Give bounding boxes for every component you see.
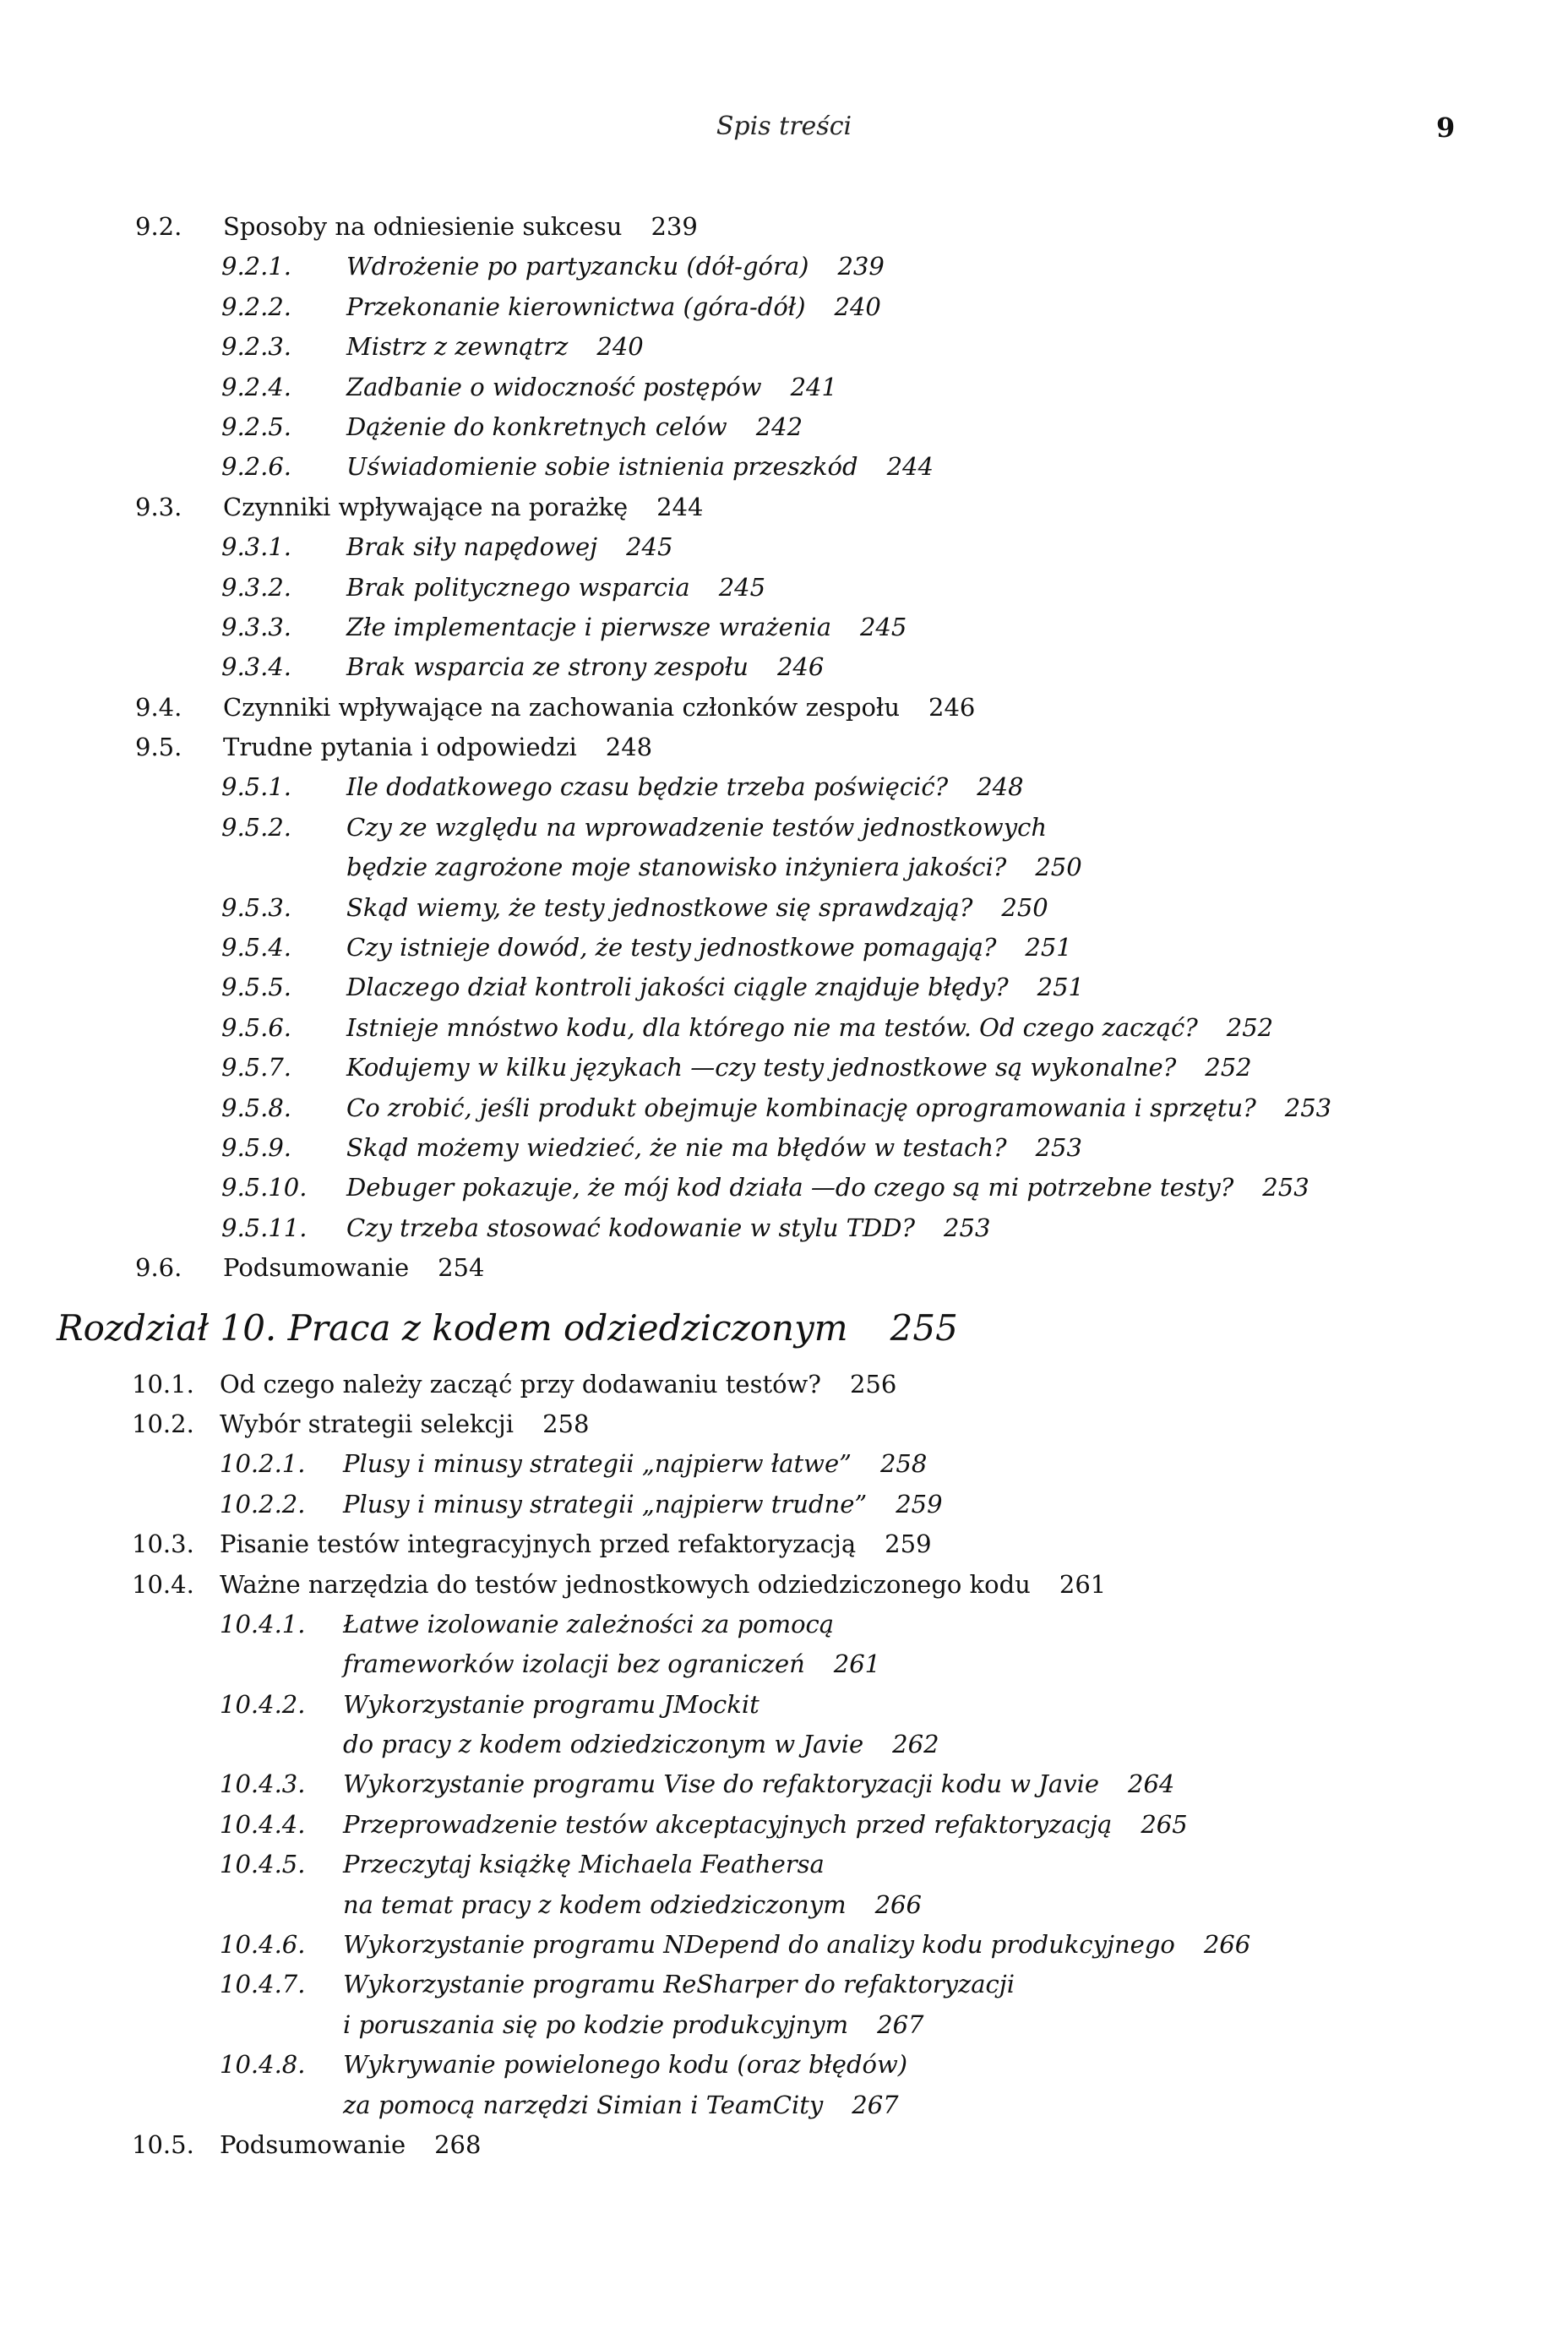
entry-page: 258 [879,1449,928,1479]
entry-number: 9.5.6. [221,1012,292,1042]
entry-page: 252 [1226,1012,1274,1042]
entry-title: Kodujemy w kilku językach —czy testy jednostkowe są wykonalne? [346,1053,1177,1082]
entry-title-wrap [346,368,837,407]
entry-number: 9.5.2. [221,812,292,842]
entry-title: Co zrobić, jeśli produkt obejmuje kombinację oprogramowania i sprzętu? [346,1093,1256,1122]
toc-entry[interactable] [0,1248,1568,1288]
entry-title: za pomocą narzędzi Simian i TeamCity [343,2090,824,2119]
entry-title-wrap [346,808,1047,848]
entry-number: 10.4.1. [220,1609,306,1638]
entry-title: będzie zagrożone moje stanowisko inżyniera jakości? [346,853,1007,882]
entry-title-wrap [343,1644,880,1684]
entry-title: Brak politycznego wsparcia [346,572,690,602]
entry-page: 264 [1128,1769,1175,1799]
toc-entry[interactable] [0,888,1568,928]
toc-entry[interactable] [0,968,1568,1007]
chapter-page: 255 [890,1306,958,1349]
toc-entry[interactable] [0,1444,1568,1484]
entry-number: 10.5. [132,2129,194,2159]
entry-title-wrap [346,407,803,447]
entry-number: 9.3.4. [221,652,292,682]
entry-title: Pisanie testów integracyjnych przed refaktoryzacją [220,1529,857,1559]
page-number: 9 [1436,112,1456,144]
entry-title-wrap [343,1485,943,1524]
entry-title-wrap [343,2085,899,2125]
toc-entry-continuation[interactable] [0,2085,1568,2125]
toc-entry-continuation[interactable] [0,1725,1568,1764]
entry-page: 261 [833,1649,881,1679]
table-of-contents [0,207,1568,2165]
toc-entry[interactable] [0,1208,1568,1248]
entry-number: 9.2.5. [221,412,292,441]
toc-entry[interactable] [0,608,1568,647]
entry-title: Debuger pokazuje, że mój kod działa —do czego są mi potrzebne testy? [346,1173,1234,1202]
entry-number: 9.5.11. [221,1213,308,1242]
entry-page: 250 [1001,892,1048,922]
entry-title-wrap [343,1725,939,1764]
entry-title: Czynniki wpływające na zachowania członków zespołu [223,692,900,722]
entry-number: 9.4. [135,692,182,722]
toc-entry[interactable] [0,1128,1568,1168]
toc-entry[interactable] [0,407,1568,447]
toc-entry[interactable] [0,1845,1568,1884]
entry-title: Złe implementacje i pierwsze wrażenia [346,612,831,641]
entry-number: 9.3.3. [221,612,292,641]
entry-title-wrap [346,1088,1331,1128]
entry-title: Uświadomienie sobie istnienia przeszkód [346,452,858,482]
toc-entry[interactable] [0,1685,1568,1725]
toc-entry[interactable] [0,488,1568,527]
entry-title: Trudne pytania i odpowiedzi [223,733,577,762]
entry-title: Dążenie do konkretnych celów [346,412,727,441]
toc-entry[interactable] [0,287,1568,327]
entry-number: 10.4.4. [220,1809,306,1839]
toc-entry[interactable] [0,1524,1568,1564]
toc-entry[interactable] [0,728,1568,767]
entry-page: 253 [1262,1173,1309,1202]
entry-title-wrap [343,1965,1015,2004]
entry-title: Podsumowanie [223,1253,410,1283]
toc-entry[interactable] [0,1365,1568,1404]
entry-title: Sposoby na odniesienie sukcesu [223,212,623,241]
entry-number: 10.4.3. [220,1769,306,1799]
entry-title-wrap [346,1048,1252,1088]
toc-entry[interactable] [0,1404,1568,1444]
toc-entry[interactable] [0,1485,1568,1524]
entry-title: Czy istnieje dowód, że testy jednostkowe pomagają? [346,933,997,962]
entry-page: 251 [1037,973,1085,1002]
entry-title: Dlaczego dział kontroli jakości ciągle znajduje błędy? [346,973,1009,1002]
toc-entry[interactable] [0,1805,1568,1845]
toc-entry[interactable] [0,1168,1568,1208]
entry-title: Wykorzystanie programu NDepend do analizy kodu produkcyjnego [343,1930,1175,1960]
toc-entry[interactable] [0,207,1568,247]
entry-title: Wybór strategii selekcji [220,1409,514,1438]
toc-entry[interactable] [0,1048,1568,1088]
entry-number: 10.4.2. [220,1689,306,1719]
entry-number: 10.4.5. [220,1850,306,1879]
entry-number: 10.3. [132,1529,194,1559]
entry-page: 239 [837,252,885,281]
entry-number: 9.5.1. [221,772,292,802]
entry-number: 9.3.2. [221,572,292,602]
entry-title: i poruszania się po kodzie produkcyjnym [343,2009,849,2039]
toc-entry[interactable] [0,247,1568,286]
entry-title-wrap [343,1685,760,1725]
entry-title-wrap [346,608,906,647]
entry-page: 240 [834,292,881,321]
entry-title: Brak wsparcia ze strony zespołu [346,652,749,682]
entry-page: 246 [928,692,976,722]
entry-title-wrap [343,1885,922,1925]
entry-number: 10.2.2. [220,1489,306,1518]
entry-page: 252 [1205,1053,1252,1082]
entry-page: 254 [438,1253,485,1283]
entry-number: 9.5.10. [221,1173,308,1202]
entry-title-wrap [343,1805,1188,1845]
entry-title: Wykrywanie powielonego kodu (oraz błędów) [343,2050,908,2080]
entry-page: 250 [1035,853,1082,882]
entry-number: 9.2.1. [221,252,292,281]
toc-entry-continuation[interactable] [0,2005,1568,2045]
entry-title: frameworków izolacji bez ograniczeń [343,1649,805,1679]
entry-title-wrap [220,1524,932,1564]
entry-title-wrap [346,968,1084,1007]
entry-title: Wykorzystanie programu Vise do refaktoryzacji kodu w Javie [343,1769,1100,1799]
toc-entry-continuation[interactable] [0,1885,1568,1925]
entry-page: 244 [886,452,934,482]
entry-number: 9.2.3. [221,332,292,362]
toc-entry[interactable] [0,447,1568,487]
entry-page: 267 [852,2090,899,2119]
entry-title: na temat pracy z kodem odziedziczonym [343,1889,847,1919]
entry-title-wrap [223,488,703,527]
entry-page: 253 [1284,1093,1332,1122]
entry-page: 248 [977,772,1024,802]
entry-title: Od czego należy zacząć przy dodawaniu testów? [220,1369,821,1398]
entry-number: 10.1. [132,1369,194,1398]
entry-title: Zadbanie o widoczność postępów [346,372,762,401]
entry-title: Wdrożenie po partyzancku (dół-góra) [346,252,809,281]
toc-entry-continuation[interactable] [0,848,1568,887]
chapter-10-heading[interactable] [0,1299,1568,1358]
entry-number: 9.2.6. [221,452,292,482]
entry-number: 10.2.1. [220,1449,306,1479]
entry-page: 266 [1203,1930,1251,1960]
entry-title-wrap [346,527,672,567]
entry-page: 256 [849,1369,897,1398]
entry-page: 248 [605,733,653,762]
entry-title-wrap [220,2125,481,2165]
entry-page: 261 [1059,1569,1107,1599]
entry-title-wrap [343,1764,1174,1804]
entry-title-wrap [346,848,1082,887]
chapter-10-section [0,1365,1568,2166]
entry-page: 246 [776,652,825,682]
entry-page: 267 [877,2009,924,2039]
entry-title: Plusy i minusy strategii „najpierw trudne” [343,1489,868,1518]
entry-title-wrap [346,447,934,487]
entry-page: 240 [596,332,644,362]
entry-title: Podsumowanie [220,2129,406,2159]
entry-title: Czy ze względu na wprowadzenie testów jednostkowych [346,812,1048,842]
entry-title-wrap [220,1565,1106,1605]
entry-page: 266 [874,1889,922,1919]
toc-entry[interactable] [0,2045,1568,2085]
entry-title: Czy trzeba stosować kodowanie w stylu TDD? [346,1213,916,1242]
entry-title-wrap [346,1128,1082,1168]
entry-title: Plusy i minusy strategii „najpierw łatwe” [343,1449,852,1479]
entry-title-wrap [343,1925,1250,1965]
entry-title-wrap [346,767,1024,807]
entry-title: Wykorzystanie programu ReSharper do refaktoryzacji [343,1970,1015,1999]
entry-title-wrap [346,1168,1309,1208]
entry-title-wrap [346,928,1072,968]
entry-page: 253 [944,1213,991,1242]
entry-title-wrap [346,568,765,608]
entry-title-wrap [346,888,1048,928]
entry-page: 268 [434,2129,482,2159]
toc-entry[interactable] [0,647,1568,687]
toc-entry[interactable] [0,1565,1568,1605]
entry-page: 245 [718,572,766,602]
entry-title: Przeprowadzenie testów akceptacyjnych przed refaktoryzacją [343,1809,1113,1839]
entry-title: do pracy z kodem odziedziczonym w Javie [343,1730,864,1759]
entry-title-wrap [223,1248,484,1288]
entry-page: 259 [896,1489,943,1518]
entry-number: 9.6. [135,1253,182,1283]
entry-number: 9.5.8. [221,1093,292,1122]
entry-number: 9.5.5. [221,973,292,1002]
entry-number: 10.4.6. [220,1930,306,1960]
entry-title: Ważne narzędzia do testów jednostkowych odziedziczonego kodu [220,1569,1031,1599]
entry-title-wrap [343,2005,924,2045]
entry-page: 244 [656,492,704,521]
toc-entry-continuation[interactable] [0,1644,1568,1684]
entry-page: 251 [1025,933,1072,962]
entry-page: 242 [755,412,803,441]
toc-entry[interactable] [0,368,1568,407]
entry-number: 9.5. [135,733,182,762]
entry-title: Skąd możemy wiedzieć, że nie ma błędów w testach? [346,1132,1007,1162]
chapter-9-section [0,207,1568,1289]
entry-title: Przeczytaj książkę Michaela Feathersa [343,1850,825,1879]
toc-entry[interactable] [0,808,1568,848]
entry-number: 9.2.4. [221,372,292,401]
toc-entry[interactable] [0,688,1568,728]
entry-title: Skąd wiemy, że testy jednostkowe się sprawdzają? [346,892,973,922]
running-header-title: Spis treści [716,112,852,141]
entry-number: 10.4. [132,1569,194,1599]
entry-title: Istnieje mnóstwo kodu, dla którego nie ma testów. Od czego zacząć? [346,1012,1198,1042]
entry-page: 262 [892,1730,939,1759]
toc-entry[interactable] [0,1008,1568,1048]
entry-page: 253 [1035,1132,1082,1162]
entry-title-wrap [343,2045,907,2085]
entry-title-wrap [220,1404,589,1444]
entry-number: 9.5.7. [221,1053,292,1082]
entry-page: 245 [859,612,907,641]
entry-title-wrap [223,207,698,247]
entry-page: 245 [626,532,673,562]
entry-title-wrap [343,1845,825,1884]
entry-title-wrap [346,327,644,367]
entry-page: 259 [885,1529,932,1559]
entry-title-wrap [220,1365,896,1404]
entry-title-wrap [346,247,885,286]
entry-title-wrap [343,1605,834,1644]
entry-number: 9.5.9. [221,1132,292,1162]
entry-title: Brak siły napędowej [346,532,598,562]
entry-number: 9.2. [135,212,182,241]
entry-title-wrap [223,688,975,728]
entry-number: 10.4.7. [220,1970,306,1999]
entry-number: 9.2.2. [221,292,292,321]
entry-title: Przekonanie kierownictwa (góra-dół) [346,292,806,321]
entry-page: 265 [1141,1809,1188,1839]
entry-title-wrap [343,1444,927,1484]
entry-title-wrap [223,728,652,767]
toc-entry[interactable] [0,327,1568,367]
entry-title: Wykorzystanie programu JMockit [343,1689,760,1719]
entry-page: 239 [651,212,698,241]
toc-entry[interactable] [0,1605,1568,1644]
entry-number: 9.5.3. [221,892,292,922]
toc-entry[interactable] [0,1965,1568,2004]
toc-entry[interactable] [0,1088,1568,1128]
toc-entry[interactable] [0,928,1568,968]
entry-title: Czynniki wpływające na porażkę [223,492,629,521]
entry-page: 258 [542,1409,590,1438]
entry-page: 241 [790,372,837,401]
entry-number: 9.3. [135,492,182,521]
toc-entry[interactable] [0,2125,1568,2165]
toc-entry[interactable] [0,1764,1568,1804]
entry-title-wrap [346,647,824,687]
entry-title: Ile dodatkowego czasu będzie trzeba poświęcić? [346,772,949,802]
entry-number: 10.4.8. [220,2050,306,2080]
toc-entry[interactable] [0,767,1568,807]
entry-number: 9.3.1. [221,532,292,562]
entry-title-wrap [346,1008,1273,1048]
chapter-title: Rozdział 10. Praca z kodem odziedziczonym [57,1306,848,1349]
entry-number: 9.5.4. [221,933,292,962]
entry-number: 10.2. [132,1409,194,1438]
toc-entry[interactable] [0,1925,1568,1965]
toc-entry[interactable] [0,527,1568,567]
entry-title: Łatwe izolowanie zależności za pomocą [343,1609,835,1638]
entry-title-wrap [346,287,881,327]
entry-title: Mistrz z zewnątrz [346,332,569,362]
entry-title-wrap [346,1208,990,1248]
toc-entry[interactable] [0,568,1568,608]
